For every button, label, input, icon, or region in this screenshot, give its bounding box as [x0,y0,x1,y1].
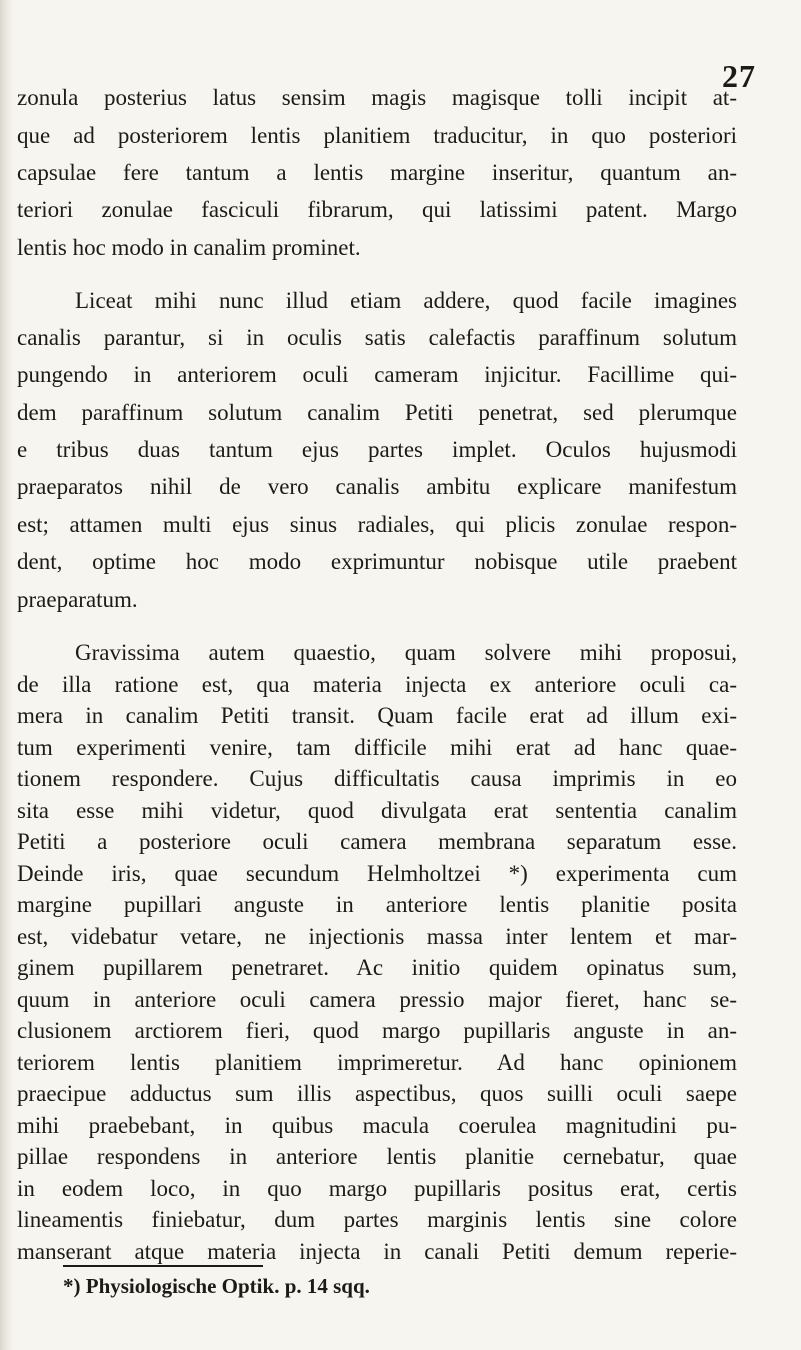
text-line: in eodem loco, in quo margo pupillaris positus erat, certis [17,1176,737,1201]
text-line: est; attamen multi ejus sinus radiales, qui plicis zonulae respon- [17,512,737,537]
text-line: pungendo in anteriorem oculi cameram injicitur. Facillime qui- [17,362,737,387]
footnote-rule [63,1265,263,1267]
text-line: margine pupillari anguste in anteriore lentis planitie posita [17,892,737,917]
text-line: praeparatum. [17,587,138,612]
text-line: teriori zonulae fasciculi fibrarum, qui latissimi patent. Margo [17,197,737,222]
text-line: lineamentis finiebatur, dum partes marginis lentis sine colore [17,1207,737,1232]
text-line: teriorem lentis planitiem imprimeretur. Ad hanc opinionem [17,1050,737,1075]
text-line: Liceat mihi nunc illud etiam addere, quod facile imagines [75,288,737,313]
text-line: tionem respondere. Cujus difficultatis causa imprimis in eo [17,766,737,791]
text-line: mihi praebebant, in quibus macula coerulea magnitudini pu- [17,1113,737,1138]
text-line: canalis parantur, si in oculis satis calefactis paraffinum solutum [17,325,737,350]
text-line: ginem pupillarem penetraret. Ac initio quidem opinatus sum, [17,955,737,980]
text-line: que ad posteriorem lentis planitiem traducitur, in quo posteriori [17,123,737,148]
text-line: zonula posterius latus sensim magis magisque tolli incipit at- [17,85,737,110]
text-line: de illa ratione est, qua materia injecta ex anteriore oculi ca- [17,672,737,697]
text-line: clusionem arctiorem fieri, quod margo pupillaris anguste in an- [17,1018,737,1043]
text-line: capsulae fere tantum a lentis margine inseritur, quantum an- [17,160,737,185]
text-line: dem paraffinum solutum canalim Petiti penetrat, sed plerumque [17,400,737,425]
text-line: pillae respondens in anteriore lentis planitie cernebatur, quae [17,1144,737,1169]
text-line: dent, optime hoc modo exprimuntur nobisque utile praebent [17,549,737,574]
text-line: Petiti a posteriore oculi camera membrana separatum esse. [17,829,737,854]
text-line: praecipue adductus sum illis aspectibus, quos suilli oculi saepe [17,1081,737,1106]
text-line: Deinde iris, quae secundum Helmholtzei *) experimenta cum [17,861,737,886]
text-line: manserant atque materia injecta in canali Petiti demum reperie- [17,1239,737,1264]
text-line: lentis hoc modo in canalim prominet. [17,235,361,260]
text-line: tum experimenti venire, tam difficile mihi erat ad hanc quae- [17,735,737,760]
text-line: e tribus duas tantum ejus partes implet. Oculos hujusmodi [17,437,737,462]
text-line: Gravissima autem quaestio, quam solvere mihi proposui, [75,640,737,665]
text-line: sita esse mihi videtur, quod divulgata erat sententia canalim [17,798,737,823]
text-line: mera in canalim Petiti transit. Quam facile erat ad illum exi- [17,703,737,728]
text-line: est, videbatur vetare, ne injectionis massa inter lentem et mar- [17,924,737,949]
text-line: praeparatos nihil de vero canalis ambitu explicare manifestum [17,474,737,499]
page-number: 27 [722,58,756,94]
footnote: *) Physiologische Optik. p. 14 sqq. [63,1274,370,1298]
page-gutter-shadow [0,0,14,1350]
text-line: quum in anteriore oculi camera pressio major fieret, hanc se- [17,987,737,1012]
